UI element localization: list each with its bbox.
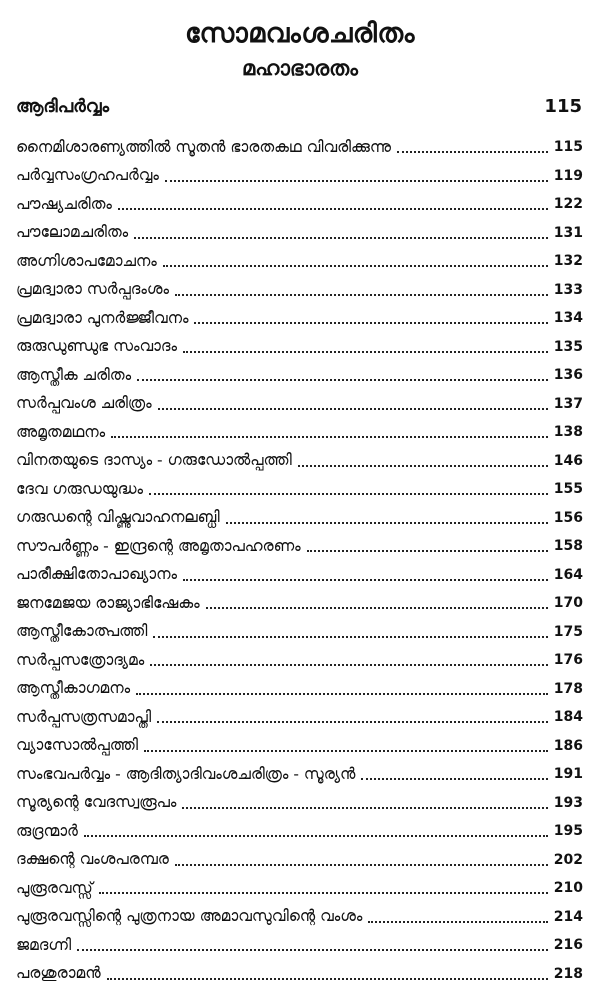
toc-entry-title: ഗരുഡന്റെ വിഷ്ണുവാഹനലബ്ധി	[16, 508, 220, 527]
dot-leader	[226, 522, 548, 524]
toc-entry-title: അഗ്നിശാപമോചനം	[16, 252, 157, 271]
dot-leader	[298, 465, 548, 467]
toc-entry	[16, 418, 583, 447]
toc-entry-page-number: 218	[554, 966, 583, 982]
book-title: സോമവംശചരിതം	[0, 18, 600, 50]
dot-leader	[107, 978, 548, 980]
toc-entry-page-number: 191	[554, 766, 583, 782]
toc-entry-title: പുരൂരവസ്സിന്റെ പുത്രനായ അമാവസുവിന്റെ വംശം	[16, 907, 362, 926]
toc-entry-page-number: 202	[554, 852, 583, 868]
dot-leader	[163, 265, 548, 267]
toc-entry	[16, 532, 583, 561]
toc-entry-page-number: 164	[554, 567, 583, 583]
toc-entry-page-number: 216	[554, 937, 583, 953]
dot-leader	[194, 322, 547, 324]
toc-entry	[16, 903, 583, 932]
toc-entry	[16, 732, 583, 761]
toc-entry	[16, 447, 583, 476]
toc-entry-title: പർവ്വസംഗ്രഹപർവ്വം	[16, 166, 159, 185]
toc-entry-page-number: 133	[554, 282, 583, 298]
dot-leader	[206, 607, 548, 609]
section-heading	[16, 96, 582, 117]
toc-entry-page-number: 122	[554, 196, 583, 212]
section-page-number: 115	[544, 96, 582, 117]
toc-entry	[16, 618, 583, 647]
toc-entry-title: ആസ്തീകാഗമനം	[16, 679, 130, 698]
toc-entry-title: സംഭവപർവ്വം - ആദിത്യാദിവംശചരിത്രം - സൂര്യൻ	[16, 765, 355, 784]
toc-entry-title: സർപ്പവംശ ചരിത്രം	[16, 394, 152, 413]
toc-entry-page-number: 210	[554, 880, 583, 896]
book-subtitle: മഹാഭാരതം	[0, 56, 600, 81]
toc-entry	[16, 390, 583, 419]
dot-leader	[150, 664, 548, 666]
toc-entry-title: നൈമിശാരണ്യത്തിൽ സൂതൻ ഭാരതകഥ വിവരിക്കുന്നു	[16, 138, 391, 157]
toc-entry-title: സൗപർണ്ണം - ഇന്ദ്രന്റെ അമൃതാപഹരണം	[16, 537, 301, 556]
toc-entry-title: പുരൂരവസ്സ്	[16, 879, 93, 898]
dot-leader	[99, 892, 548, 894]
toc-entry	[16, 475, 583, 504]
toc-entry-page-number: 136	[554, 367, 583, 383]
dot-leader	[183, 579, 548, 581]
dot-leader	[149, 493, 548, 495]
toc-entry-page-number: 132	[554, 253, 583, 269]
toc-entry	[16, 361, 583, 390]
toc-entry	[16, 133, 583, 162]
toc-entry	[16, 874, 583, 903]
toc-entry-page-number: 119	[554, 168, 583, 184]
toc-entry-title: ജമദഗ്നി	[16, 936, 71, 955]
dot-leader	[165, 180, 548, 182]
toc-entry-page-number: 156	[554, 510, 583, 526]
toc-entry-title: രുദ്രന്മാർ	[16, 822, 78, 841]
toc-entry-title: സർപ്പസത്രസമാപ്തി	[16, 708, 151, 727]
dot-leader	[137, 379, 548, 381]
dot-leader	[134, 237, 548, 239]
toc-entry-title: പ്രമദ്വാരാ പുനർജ്ജീവനം	[16, 309, 188, 328]
toc-entry	[16, 504, 583, 533]
dot-leader	[397, 151, 548, 153]
toc-entry	[16, 162, 583, 191]
dot-leader	[175, 294, 548, 296]
toc-entry-page-number: 184	[554, 709, 583, 725]
toc-entry-page-number: 135	[554, 339, 583, 355]
toc-entry	[16, 789, 583, 818]
toc-entry	[16, 646, 583, 675]
toc-entry-page-number: 170	[554, 595, 583, 611]
toc-entry-page-number: 137	[554, 396, 583, 412]
toc-entry-page-number: 175	[554, 624, 583, 640]
toc-entry	[16, 190, 583, 219]
dot-leader	[158, 408, 548, 410]
dot-leader	[183, 351, 548, 353]
toc-list	[16, 133, 583, 988]
toc-entry-page-number: 134	[554, 310, 583, 326]
toc-entry-title: പൗലോമചരിതം	[16, 223, 128, 242]
dot-leader	[361, 778, 547, 780]
toc-entry	[16, 219, 583, 248]
toc-entry-page-number: 138	[554, 424, 583, 440]
toc-entry-title: പൗഷ്യചരിതം	[16, 195, 112, 214]
toc-entry	[16, 589, 583, 618]
dot-leader	[368, 921, 547, 923]
toc-entry-title: ജനമേജയ രാജ്യാഭിഷേകം	[16, 594, 200, 613]
toc-entry-page-number: 214	[554, 909, 583, 925]
toc-entry-title: സൂര്യന്റെ വേദസ്വരൂപം	[16, 793, 176, 812]
toc-entry	[16, 760, 583, 789]
toc-entry-page-number: 195	[554, 823, 583, 839]
toc-entry	[16, 304, 583, 333]
toc-entry-page-number: 178	[554, 681, 583, 697]
toc-entry	[16, 561, 583, 590]
dot-leader	[307, 550, 548, 552]
dot-leader	[111, 436, 548, 438]
dot-leader	[157, 721, 548, 723]
toc-entry-page-number: 186	[554, 738, 583, 754]
toc-entry-page-number: 146	[554, 453, 583, 469]
toc-entry-title: ദേവ ഗരുഡയുദ്ധം	[16, 480, 143, 499]
toc-entry-title: രുരുഡുണ്ഡുഭ സംവാദം	[16, 337, 177, 356]
section-title: ആദിപർവ്വം	[16, 96, 109, 117]
toc-entry-page-number: 115	[554, 139, 583, 155]
dot-leader	[136, 693, 548, 695]
toc-entry-page-number: 193	[554, 795, 583, 811]
toc-entry-page-number: 176	[554, 652, 583, 668]
toc-entry	[16, 675, 583, 704]
toc-entry-title: സർപ്പസത്രോദ്യമം	[16, 651, 144, 670]
toc-entry-title: വ്യാസോൽപ്പത്തി	[16, 736, 138, 755]
toc-entry	[16, 276, 583, 305]
dot-leader	[84, 835, 548, 837]
toc-entry-title: ആസ്തീക ചരിതം	[16, 366, 131, 385]
dot-leader	[175, 864, 548, 866]
toc-entry-title: വിനതയുടെ ദാസ്യം - ഗരുഡോൽപ്പത്തി	[16, 451, 292, 470]
toc-entry-page-number: 158	[554, 538, 583, 554]
toc-entry-title: ആസ്തീകോത്പത്തി	[16, 622, 147, 641]
toc-entry	[16, 333, 583, 362]
toc-entry	[16, 247, 583, 276]
toc-entry-title: ദക്ഷന്റെ വംശപരമ്പര	[16, 850, 169, 869]
toc-entry	[16, 817, 583, 846]
dot-leader	[153, 636, 547, 638]
toc-entry	[16, 960, 583, 988]
toc-entry-title: അമൃതമഥനം	[16, 423, 105, 442]
toc-entry-page-number: 131	[554, 225, 583, 241]
dot-leader	[118, 208, 548, 210]
toc-entry	[16, 931, 583, 960]
toc-entry	[16, 703, 583, 732]
toc-entry-page-number: 155	[554, 481, 583, 497]
toc-entry-title: പ്രമദ്വാരാ സർപ്പദംശം	[16, 280, 169, 299]
dot-leader	[77, 949, 548, 951]
toc-entry-title: പാരീക്ഷിതോപാഖ്യാനം	[16, 565, 177, 584]
dot-leader	[144, 750, 548, 752]
dot-leader	[182, 807, 547, 809]
toc-entry-title: പരശുരാമൻ	[16, 964, 101, 983]
toc-entry	[16, 846, 583, 875]
